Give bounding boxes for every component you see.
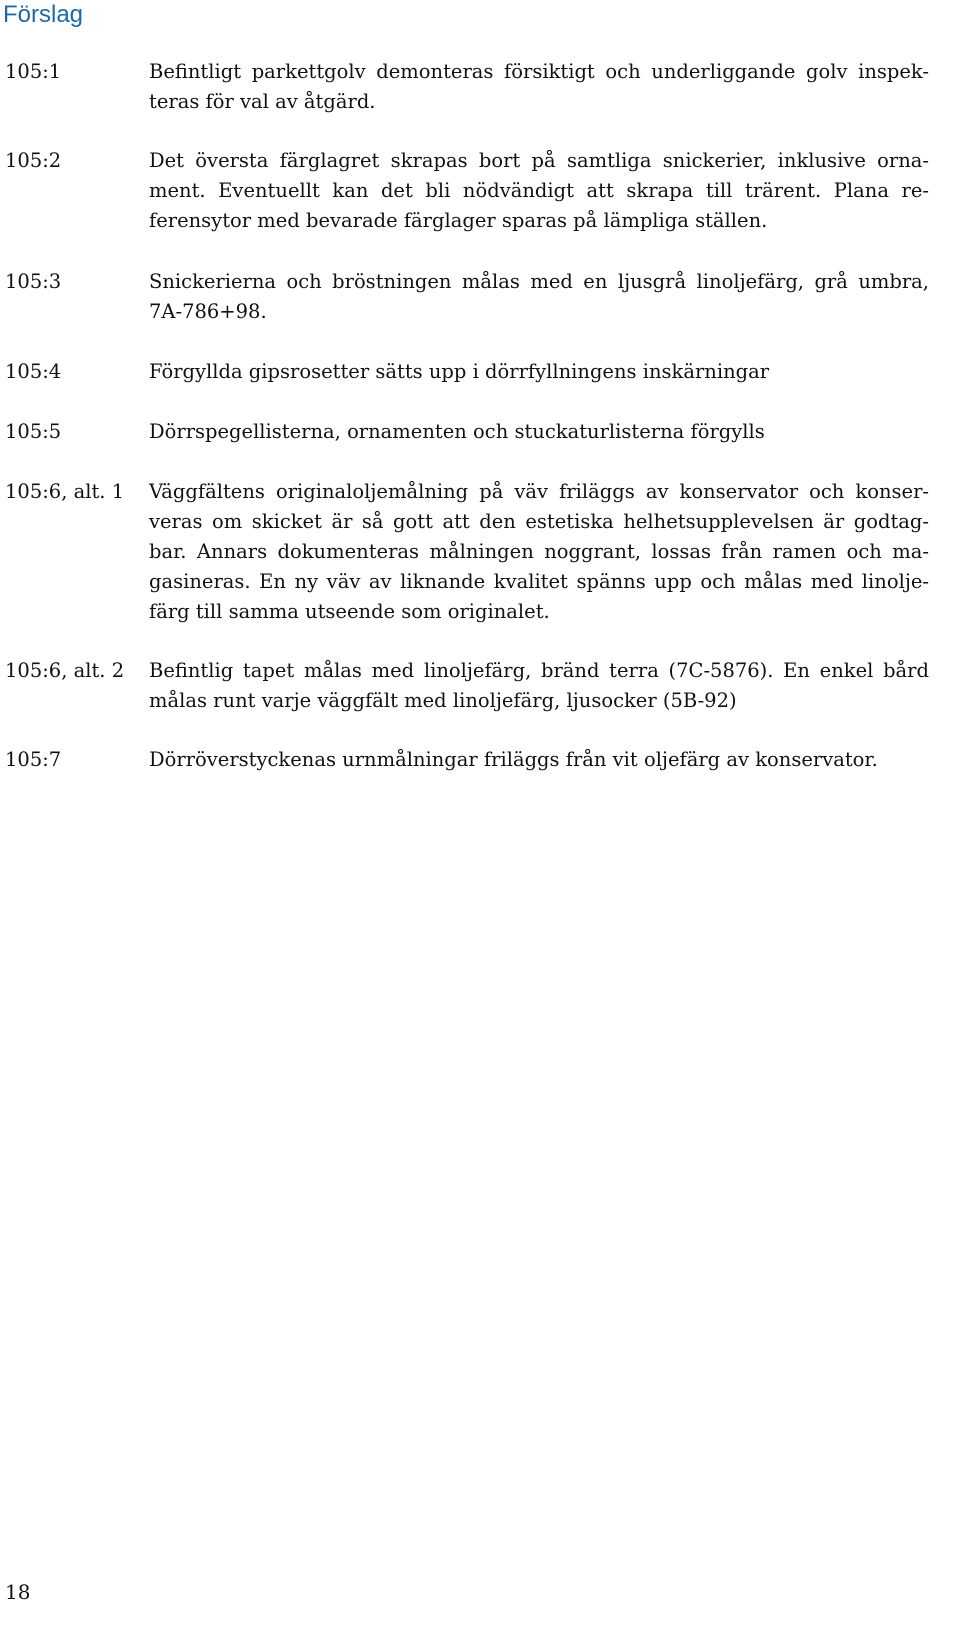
item-text — [149, 146, 929, 236]
text-line: teras för val av åtgärd. — [149, 90, 376, 113]
item-text — [149, 745, 929, 775]
item-text — [149, 357, 929, 387]
text-line: Väggfältens originaloljemålning på väv friläggs av konservator och konser- — [149, 480, 929, 503]
text-line: Dörrspegellisterna, ornamenten och stuckaturlisterna förgylls — [149, 420, 765, 443]
item-code: 105:2 — [5, 149, 62, 172]
text-line: målas runt varje väggfält med linoljefärg, ljusocker (5B-92) — [149, 689, 737, 712]
item-code: 105:7 — [5, 748, 62, 771]
item-code: 105:6, alt. 1 — [5, 480, 125, 503]
item-text — [149, 656, 929, 716]
page-number: 18 — [5, 1580, 31, 1604]
item-code: 105:4 — [5, 360, 62, 383]
text-line: Snickerierna och bröstningen målas med en ljusgrå linoljefärg, grå umbra, — [149, 270, 929, 293]
text-line: 7A-786+98. — [149, 300, 267, 323]
item-code: 105:1 — [5, 60, 62, 83]
text-line: veras om skicket är så gott att den estetiska helhetsupplevelsen är godtag- — [149, 510, 929, 533]
page-heading: Förslag — [3, 1, 84, 28]
item-code: 105:3 — [5, 270, 62, 293]
text-line: ferensytor med bevarade färglager sparas på lämpliga ställen. — [149, 209, 768, 232]
text-line: Det översta färglagret skrapas bort på samtliga snickerier, inklusive orna- — [149, 149, 929, 172]
item-text — [149, 477, 929, 627]
item-text — [149, 417, 929, 447]
text-line: färg till samma utseende som originalet. — [149, 600, 550, 623]
text-line: Förgyllda gipsrosetter sätts upp i dörrfyllningens inskärningar — [149, 360, 770, 383]
text-line: Befintlig tapet målas med linoljefärg, bränd terra (7C-5876). En enkel bård — [149, 659, 929, 682]
text-line: bar. Annars dokumenteras målningen noggrant, lossas från ramen och ma- — [149, 540, 929, 563]
text-line: Befintligt parkettgolv demonteras försiktigt och underliggande golv inspek- — [149, 60, 929, 83]
text-line: gasineras. En ny väv av liknande kvalitet spänns upp och målas med linolje- — [149, 570, 929, 593]
item-text — [149, 57, 929, 117]
item-code: 105:5 — [5, 420, 62, 443]
text-line: ment. Eventuellt kan det bli nödvändigt att skrapa till trärent. Plana re- — [149, 179, 929, 202]
text-line: Dörröverstyckenas urnmålningar friläggs från vit oljefärg av konservator. — [149, 748, 878, 771]
item-text — [149, 267, 929, 327]
item-code: 105:6, alt. 2 — [5, 659, 125, 682]
